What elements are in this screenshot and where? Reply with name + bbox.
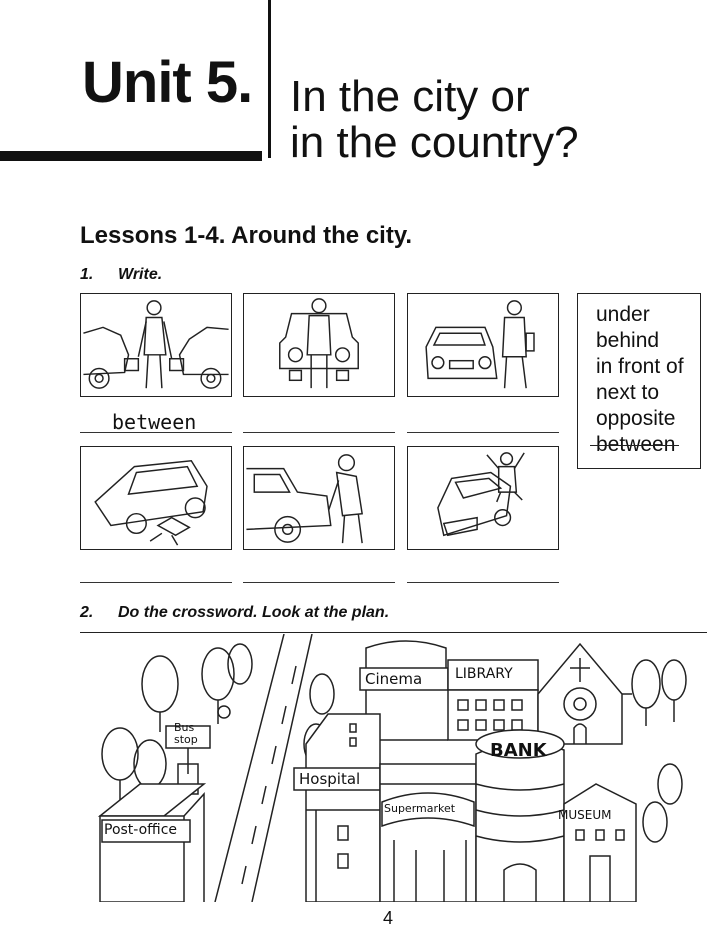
picture-man-between-cars [80,293,232,397]
page-number: 4 [383,908,394,928]
plan-label-bank: BANK [490,740,547,761]
unit-title-line2: in the country? [290,118,579,167]
answer-line-6[interactable] [407,582,559,583]
word-in-front-of: in front of [596,355,684,378]
plan-label-hospital: Hospital [299,770,361,788]
picture-man-in-front-of-car [243,293,395,397]
plan-label-museum: MUSEUM [558,808,612,822]
answer-line-4[interactable] [80,582,232,583]
word-opposite: opposite [596,407,676,430]
answer-line-3[interactable] [407,432,559,433]
lessons-heading: Lessons 1-4. Around the city. [80,222,413,249]
plan-label-bus-stop-line2: stop [174,733,198,746]
unit-title [290,74,579,166]
word-next-to: next to [596,381,660,404]
word-between-crossed-out: between [596,433,676,456]
task2-instruction [80,604,389,622]
task2-number: 2. [80,604,94,621]
word-under: under [596,303,650,326]
plan-label-cinema: Cinema [365,670,423,688]
task1-number: 1. [80,266,94,283]
task1-instruction [80,266,162,284]
plan-label-bus-stop [174,722,198,746]
picture-man-under-car [80,446,232,550]
picture-man-on-car [407,446,559,550]
unit-title-line1: In the city or [290,72,530,121]
picture-man-next-to-car [407,293,559,397]
task2-rule [80,632,707,633]
header-horizontal-rule [0,151,262,161]
unit-label: Unit 5. [82,50,253,115]
answer-line-2[interactable] [243,432,395,433]
header-vertical-rule [268,0,271,158]
word-behind: behind [596,329,660,352]
plan-label-library: LIBRARY [455,666,513,682]
task1-text: Write. [118,266,163,283]
task2-text: Do the crossword. Look at the plan. [118,604,390,621]
plan-label-bus-stop-line1: Bus [174,721,195,734]
plan-label-post-office: Post-office [104,822,178,838]
answer-line-1[interactable] [80,432,232,433]
picture-man-behind-car [243,446,395,550]
answer-line-5[interactable] [243,582,395,583]
word-box [577,293,701,469]
example-answer: between [112,410,197,434]
city-plan [80,634,707,902]
plan-label-supermarket: Supermarket [384,802,456,815]
